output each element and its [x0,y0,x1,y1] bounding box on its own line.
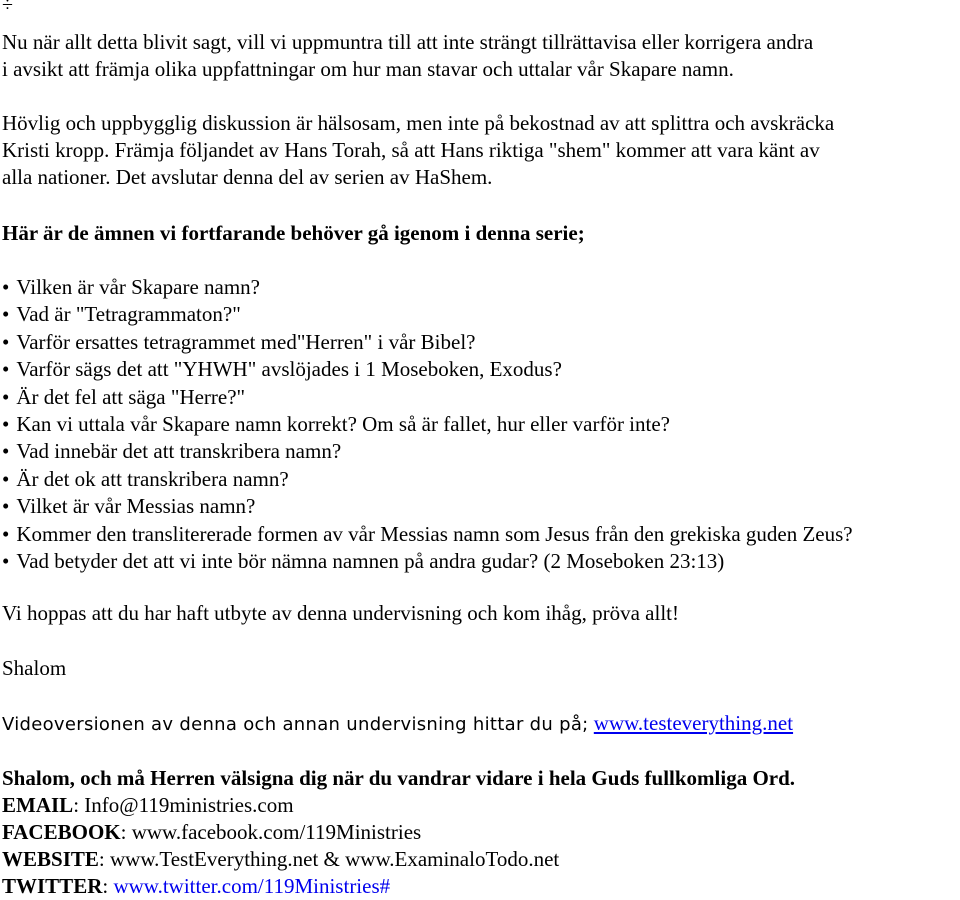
topic-text: Vad är "Tetragrammaton?" [16,302,241,327]
list-item [2,411,853,438]
bullet-icon: • [2,548,10,573]
bullet-icon: • [2,466,10,491]
blessing-text: Shalom, och må Herren välsigna dig när du vandrar vidare i hela Guds fullkomliga Ord. [2,766,796,790]
intro-line: Nu när allt detta blivit sagt, vill vi uppmuntra till att inte strängt tillrättavisa eller korrigera andra [2,30,814,54]
topics-heading: Här är de ämnen vi fortfarande behöver gå igenom i denna serie; [2,221,585,245]
bullet-icon: • [2,329,10,354]
video-paragraph [2,710,793,738]
divide-sign: ÷ [2,0,13,16]
website-label: WEBSITE [2,847,99,871]
bullet-icon: • [2,411,10,436]
bullet-icon: • [2,302,10,327]
facebook-label: FACEBOOK [2,820,121,844]
hope-text: Vi hoppas att du har haft utbyte av denna undervisning och kom ihåg, pröva allt! [2,601,679,625]
intro-paragraph [2,29,813,83]
topic-text: Vilken är vår Skapare namn? [16,275,260,299]
list-item [2,274,853,301]
email-label: EMAIL [2,793,74,817]
discussion-line: alla nationer. Det avslutar denna del av serien av HaShem. [2,165,493,189]
topic-text: Vad innebär det att transkribera namn? [16,439,342,464]
topic-text: Varför ersattes tetragrammet med"Herren" i vår Bibel? [16,329,476,354]
twitter-line: TWITTER: www.twitter.com/119Ministries# [2,874,391,898]
testeverything-link[interactable]: www.testeverything.net [593,711,794,735]
bullet-icon: • [2,357,10,382]
email-value[interactable]: Info@119ministries.com [84,793,294,817]
bullet-icon: • [2,494,10,519]
facebook-value[interactable]: www.facebook.com/119Ministries [131,820,422,844]
website-line: WEBSITE: www.TestEverything.net & www.ExaminaloTodo.net [2,847,560,871]
topic-text: Kommer den translitererade formen av vår Messias namn som Jesus från den grekiska guden Zeus? [16,521,853,546]
discussion-line: Kristi kropp. Främja följandet av Hans Torah, så att Hans riktiga "shem" kommer att vara känt av [2,138,820,162]
shalom-text: Shalom [2,656,67,680]
discussion-paragraph [2,110,834,191]
topic-text: Vad betyder det att vi inte bör nämna namnen på andra gudar? (2 Moseboken 23:13) [16,548,725,573]
bullet-icon: • [2,275,10,299]
list-item [2,356,853,383]
email-line: EMAIL: Info@119ministries.com [2,793,294,817]
topic-text: Är det fel att säga "Herre?" [16,384,246,409]
twitter-label: TWITTER [2,874,103,898]
facebook-line: FACEBOOK: www.facebook.com/119Ministries [2,820,422,844]
list-item [2,438,853,465]
list-item [2,521,853,548]
list-item [2,548,853,575]
video-text: Videoversionen av denna och annan undervisning hittar du på; [2,714,589,735]
topic-text: Är det ok att transkribera namn? [16,466,289,491]
discussion-line: Hövlig och uppbygglig diskussion är hälsosam, men inte på bekostnad av att splittra och avskräcka [2,111,835,135]
topic-text: Kan vi uttala vår Skapare namn korrekt? Om så är fallet, hur eller varför inte? [16,411,670,436]
bullet-icon: • [2,521,10,546]
intro-line: i avsikt att främja olika uppfattningar om hur man stavar och uttalar vår Skapare namn. [2,57,734,81]
bullet-icon: • [2,439,10,464]
topic-text: Vilket är vår Messias namn? [16,494,256,519]
topics-list [2,274,853,575]
list-item [2,493,853,520]
list-item [2,384,853,411]
list-item [2,466,853,493]
list-item [2,301,853,328]
bullet-icon: • [2,384,10,409]
topic-text: Varför sägs det att "YHWH" avslöjades i 1 Moseboken, Exodus? [16,357,562,382]
twitter-value[interactable]: www.twitter.com/119Ministries# [113,874,391,898]
list-item [2,329,853,356]
website-value[interactable]: www.TestEverything.net & www.ExaminaloTodo.net [109,847,560,871]
